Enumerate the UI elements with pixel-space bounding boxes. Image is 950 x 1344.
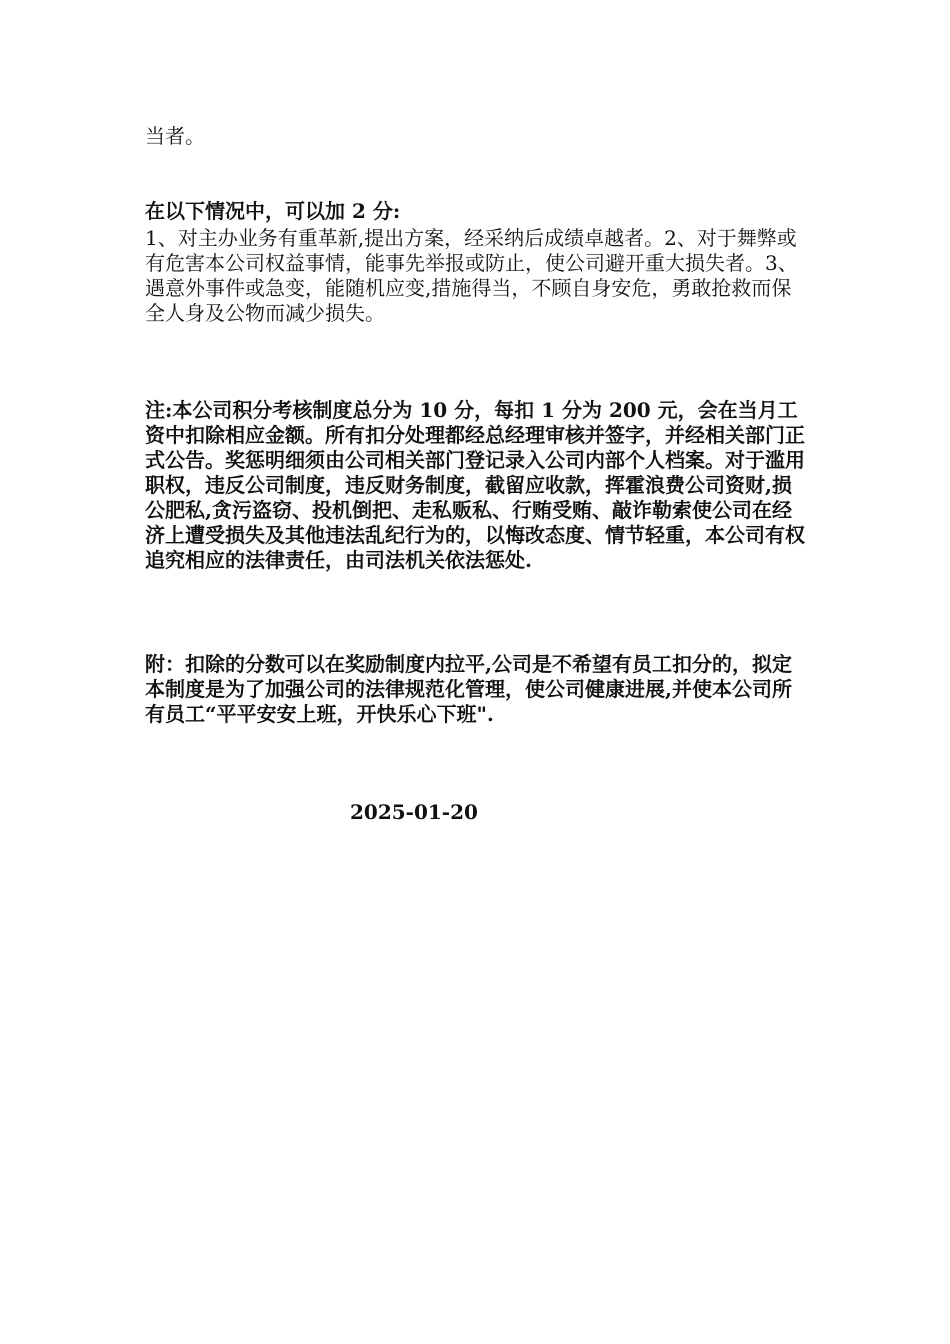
continued-text-fragment: 当者。 (145, 124, 205, 148)
note-paragraph: 注:本公司积分考核制度总分为 10 分，每扣 1 分为 200 元，会在当月工资中扣除相应金额。所有扣分处理都经总经理审核并签字，并经相关部门正式公告。奖惩明细须由公司相关部门登记录入公司内部个人档案。对于滥用职权，违反公司制度，违反财务制度，截留应收款，挥霍浪费公司资财,损公肥私,贪污盗窃、投机倒把、走私贩私、行贿受贿、敲诈勒索使公司在经济上遭受损失及其他违法乱纪行为的，以悔改态度、情节轻重，本公司有权追究相应的法律责任，由司法机关依法惩处. (145, 398, 805, 572)
bonus-section-body: 1、对主办业务有重革新,提出方案，经采纳后成绩卓越者。2、对于舞弊或有危害本公司权益事情，能事先举报或防止，使公司避开重大损失者。3、遇意外事件或急变，能随机应变,措施得当，不顾自身安危，勇敢抢救而保全人身及公物而减少损失。 (145, 226, 798, 325)
bonus-section-heading: 在以下情况中，可以加 2 分: (145, 199, 401, 223)
document-date: 2025-01-20 (350, 800, 478, 824)
appendix-paragraph: 附：扣除的分数可以在奖励制度内拉平,公司是不希望有员工扣分的，拟定本制度是为了加强公司的法律规范化管理，使公司健康进展,并使本公司所有员工“平平安安上班，开快乐心下班". (145, 652, 792, 726)
